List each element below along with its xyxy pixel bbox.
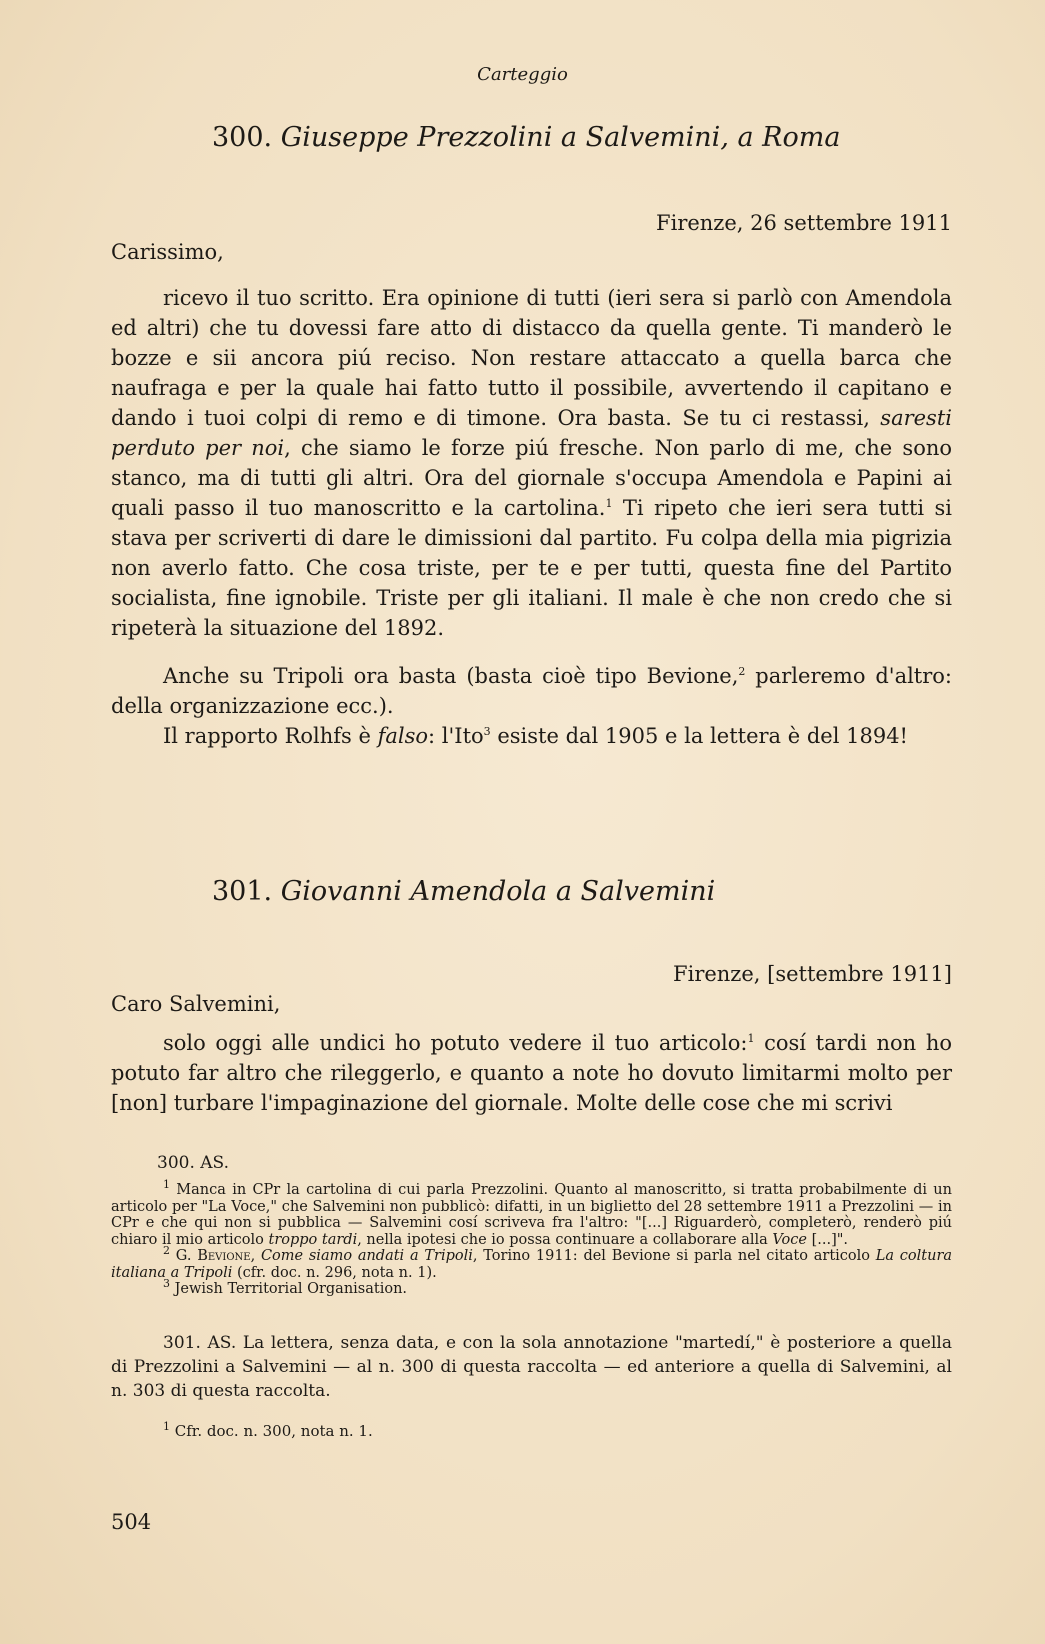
text-run: : l'Ito <box>428 724 484 748</box>
letter-301-title: Giovanni Amendola a Salvemini <box>280 876 716 907</box>
letter-300-dateline: Firenze, 26 settembre 1911 <box>656 211 952 235</box>
footnote-number: 2 <box>163 1244 170 1258</box>
text-run: Jewish Territorial Organisation. <box>174 1281 408 1297</box>
footnote-ref: 1 <box>605 497 613 510</box>
letter-300-paragraph-1 <box>111 283 952 643</box>
letter-301-heading <box>212 876 715 907</box>
footnote-ref: 3 <box>483 725 491 738</box>
text-run: Cfr. doc. n. 300, nota n. 1. <box>174 1422 373 1440</box>
footnote-300-2 <box>111 1244 953 1281</box>
footnote-ref: 1 <box>747 1032 755 1045</box>
letter-300-heading <box>212 122 840 153</box>
italic-run: falso <box>377 724 429 748</box>
footnote-number: 3 <box>163 1277 170 1291</box>
text-run: , Torino 1911: del Bevione si parla nel citato articolo <box>472 1248 876 1264</box>
letter-301-salutation: Caro Salvemini, <box>111 992 281 1016</box>
letter-300-title: Giuseppe Prezzolini a Salvemini, a Roma <box>280 122 841 153</box>
text-run: Il rapporto Rolhfs è <box>163 724 378 748</box>
text-run: esiste dal 1905 e la lettera è del 1894! <box>490 724 908 748</box>
letter-301-dateline: Firenze, [settembre 1911] <box>673 962 952 986</box>
footnote-300-1 <box>111 1178 952 1248</box>
text-run: cosí tardi non ho potuto far altro che rileggerlo, e quanto a note ho dovuto limitarmi molto per [non] turbare l'impaginazione del giornale. Molte delle cose che mi scrivi <box>111 1031 952 1115</box>
footnote-301-1 <box>163 1420 373 1440</box>
letter-300-body <box>111 283 952 751</box>
text-run: , <box>250 1248 261 1264</box>
letter-301-paragraph-1 <box>111 1028 952 1118</box>
letter-300-salutation: Carissimo, <box>111 240 224 264</box>
text-run: Anche su Tripoli ora basta (basta cioè tipo Bevione, <box>163 664 739 688</box>
italic-run: Voce <box>772 1231 807 1248</box>
text-run: Ti ripeto che ieri sera tutti si stava per scriverti di dare le dimissioni dal partito. Fu colpa della mia pigrizia non averlo fatto. Che cosa triste, per te e per tutti, questa fine del Partito socialista, fine ignobile. Triste per gli italiani. Il male è che non credo che si ripeterà la situazione del 1892. <box>111 496 952 640</box>
footnote-number: 1 <box>163 1420 170 1433</box>
italic-run: La coltura italiana a Tripoli <box>111 1248 953 1281</box>
footnote-ref: 2 <box>738 665 746 678</box>
letter-301-body <box>111 1028 952 1118</box>
running-head: Carteggio <box>477 64 568 85</box>
text-run: parleremo d'altro: della organizzazione ecc.). <box>111 664 953 718</box>
text-run: (cfr. doc. n. 296, nota n. 1). <box>232 1264 437 1281</box>
letter-300-paragraph-3 <box>111 721 952 751</box>
italic-run: Come siamo andati a Tripoli <box>260 1248 473 1264</box>
letter-300-number: 300. <box>212 122 273 153</box>
notes-300 <box>111 1178 953 1298</box>
footnote-300-3 <box>111 1277 952 1298</box>
letter-301-number: 301. <box>212 876 273 907</box>
page-number: 504 <box>111 1510 152 1534</box>
footnote-number: 1 <box>163 1178 170 1192</box>
notes-301 <box>111 1331 952 1403</box>
text-run: , che siamo le forze piú fresche. Non parlo di me, che sono stanco, ma di tutti gli altri. Ora del giornale s'occupa Amendola e Papini ai quali passo il tuo manoscritto e la cartolina. <box>111 436 953 520</box>
text-run: solo oggi alle undici ho potuto vedere il tuo articolo: <box>163 1031 748 1055</box>
text-run: Manca in CPr la cartolina di cui parla Prezzolini. Quanto al manoscritto, si tratta probabilmente di un articolo per "La Voce," che Salvemini non pubblicò: difatti, in un biglietto del 28 settembre 1911 a Prezzolini — in CPr e che qui non si pubblica — Salvemini cosí scriveva fra l'altro: "[...] Riguarderò, completerò, renderò piú chiaro il mio articolo <box>111 1182 952 1248</box>
italic-run: saresti perduto per noi <box>111 406 952 460</box>
notes-300-label: 300. AS. <box>157 1153 229 1173</box>
notes-301-text: 301. AS. La lettera, senza data, e con la sola annotazione "martedí," è posteriore a quella di Prezzolini a Salvemini — al n. 300 di questa raccolta — ed anteriore a quella di Salvemini, al n. 303 di questa raccolta. <box>111 1333 952 1401</box>
text-run: , nella ipotesi che io possa continuare a collaborare alla <box>357 1231 773 1248</box>
text-run: [...]". <box>807 1231 849 1248</box>
letter-300-paragraph-2 <box>111 661 952 721</box>
text-run: ricevo il tuo scritto. Era opinione di tutti (ieri sera si parlò con Amendola ed altri) che tu dovessi fare atto di distacco da quella gente. Ti manderò le bozze e sii ancora piú reciso. Non restare attaccato a quella barca che naufraga e per la quale hai fatto tutto il possibile, avvertendo il capitano e dando i tuoi colpi di remo e di timone. Ora basta. Se tu ci restassi, <box>111 286 952 430</box>
author-name: G. Bevione <box>175 1248 251 1264</box>
italic-run: troppo tardi <box>268 1231 358 1248</box>
